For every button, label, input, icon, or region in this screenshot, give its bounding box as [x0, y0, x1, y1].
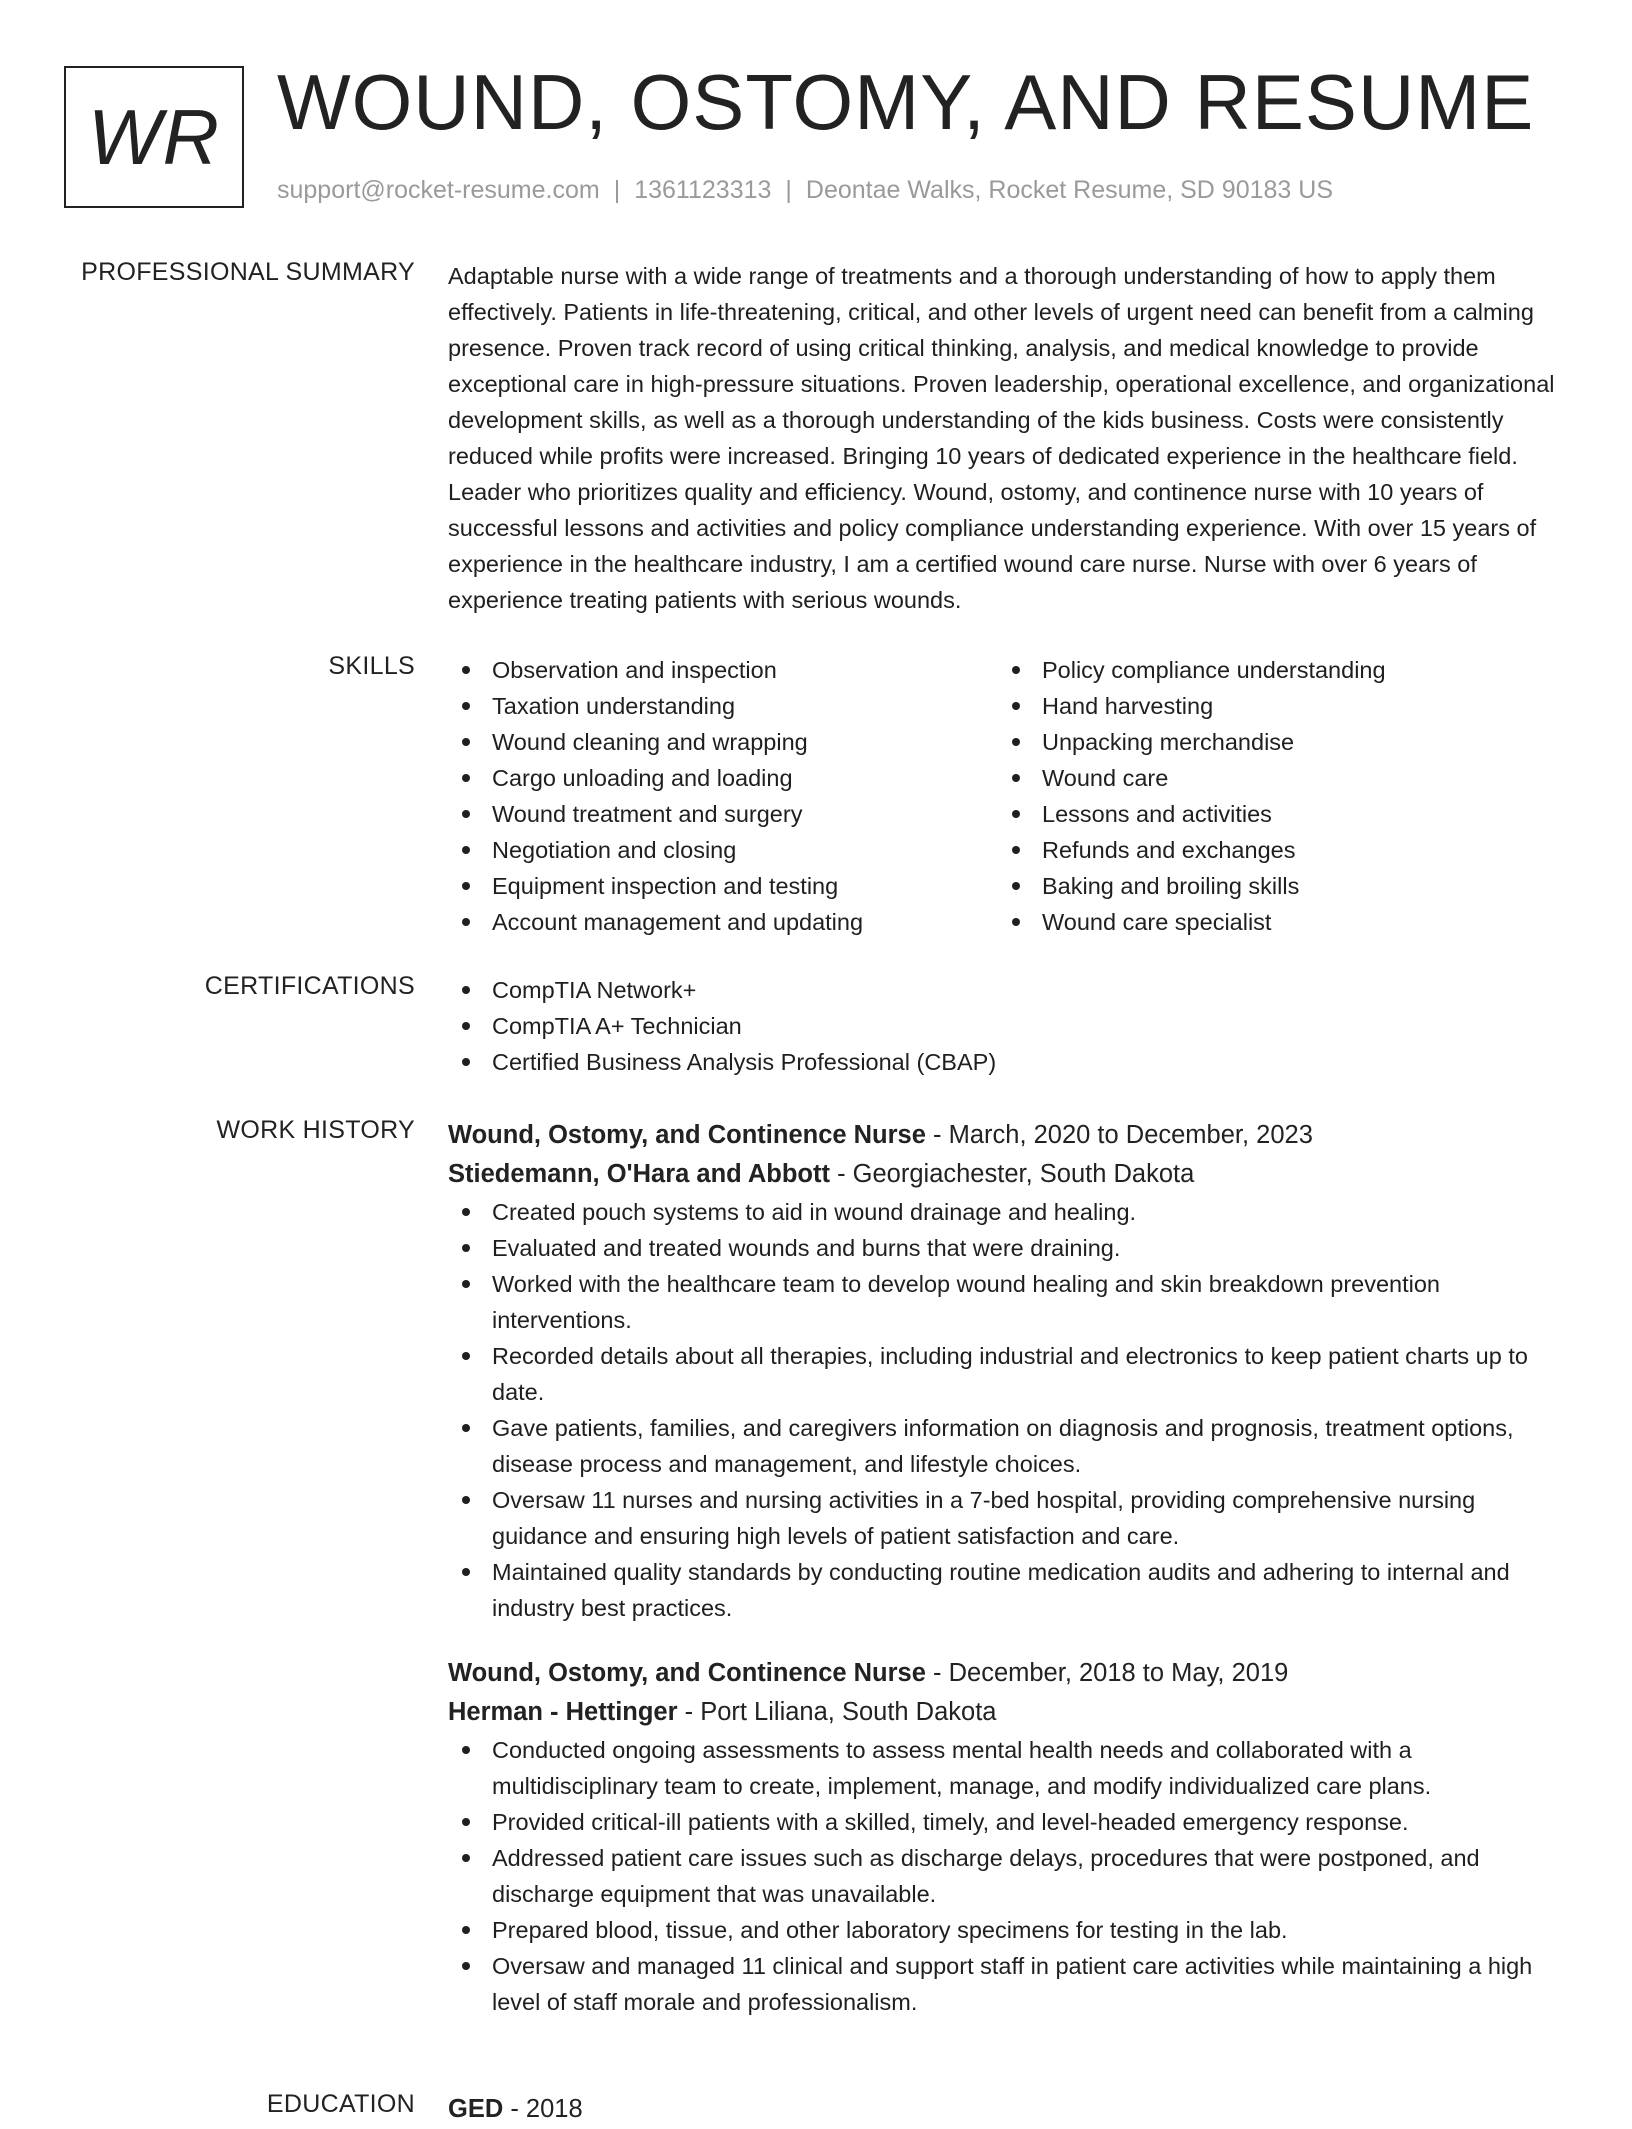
skill-item: Unpacking merchandise [998, 724, 1548, 760]
job-bullet: Evaluated and treated wounds and burns that were draining. [448, 1230, 1566, 1266]
contact-address: Deontae Walks, Rocket Resume, SD 90183 US [805, 176, 1333, 204]
education-year: - 2018 [503, 2095, 583, 2123]
job-entry [448, 1116, 1566, 1626]
job-bullet: Maintained quality standards by conducting routine medication audits and adhering to internal and industry best practices. [448, 1554, 1566, 1626]
contact-email[interactable]: support@rocket-resume.com [277, 176, 600, 204]
skill-item: Wound care specialist [998, 904, 1548, 940]
section-label-certifications: CERTIFICATIONS [204, 972, 415, 1000]
job-bullet: Oversaw and managed 11 clinical and support staff in patient care activities while maintaining a high level of staff morale and professionalism. [448, 1948, 1566, 2020]
job-title-line [448, 1654, 1566, 1693]
job-bullets [448, 1732, 1566, 2020]
monogram-box [64, 66, 244, 208]
job-location: - Georgiachester, South Dakota [830, 1160, 1195, 1188]
section-label-education: EDUCATION [266, 2090, 415, 2118]
section-label-skills: SKILLS [328, 652, 415, 680]
skills-list-right [998, 652, 1548, 940]
certification-item: Certified Business Analysis Professional (CBAP) [448, 1044, 1566, 1080]
job-dates: - March, 2020 to December, 2023 [925, 1121, 1313, 1149]
work-jobs [448, 1116, 1566, 2048]
section-label-work: WORK HISTORY [216, 1116, 415, 1144]
contact-phone[interactable]: 1361123313 [634, 176, 772, 204]
job-title: Wound, Ostomy, and Continence Nurse [448, 1121, 926, 1149]
resume-name: WOUND, OSTOMY, AND RESUME [277, 58, 1535, 146]
job-bullet: Oversaw 11 nurses and nursing activities in a 7-bed hospital, providing comprehensive nursing guidance and ensuring high levels of patient satisfaction and care. [448, 1482, 1566, 1554]
job-company: Herman - Hettinger [448, 1698, 678, 1726]
job-location: - Port Liliana, South Dakota [677, 1698, 997, 1726]
job-title: Wound, Ostomy, and Continence Nurse [448, 1659, 926, 1687]
skill-item: Policy compliance understanding [998, 652, 1548, 688]
skill-item: Wound care [998, 760, 1548, 796]
contact-separator: | [785, 176, 792, 204]
skill-item: Cargo unloading and loading [448, 760, 998, 796]
summary-text: Adaptable nurse with a wide range of treatments and a thorough understanding of how to apply them effectively. Patients in life-threatening, critical, and other levels of urgent need can benefit from a calming presence. Proven track record of using critical thinking, analysis, and medical knowledge to provide exceptional care in high-pressure situations. Proven leadership, operational excellence, and organizational development skills, as well as a thorough understanding of the kids business. Costs were consistently reduced while profits were increased. Bringing 10 years of dedicated experience in the healthcare field. Leader who prioritizes quality and efficiency. Wound, ostomy, and continence nurse with 10 years of successful lessons and activities and policy compliance understanding experience. With over 15 years of experience in the healthcare industry, I am a certified wound care nurse. Nurse with over 6 years of experience treating patients with serious wounds. [448, 263, 1555, 613]
job-company-line [448, 1693, 1566, 1732]
contact-line [277, 176, 1333, 205]
skill-item: Refunds and exchanges [998, 832, 1548, 868]
skill-item: Observation and inspection [448, 652, 998, 688]
job-company: Stiedemann, O'Hara and Abbott [448, 1160, 830, 1188]
job-bullet: Worked with the healthcare team to develop wound healing and skin breakdown prevention interventions. [448, 1266, 1566, 1338]
skill-item: Wound treatment and surgery [448, 796, 998, 832]
certification-item: CompTIA A+ Technician [448, 1008, 1566, 1044]
job-bullets [448, 1194, 1566, 1626]
job-bullet: Conducted ongoing assessments to assess mental health needs and collaborated with a multidisciplinary team to create, implement, manage, and modify individualized care plans. [448, 1732, 1566, 1804]
job-bullet: Provided critical-ill patients with a skilled, timely, and level-headed emergency response. [448, 1804, 1566, 1840]
job-company-line [448, 1155, 1566, 1194]
skill-item: Account management and updating [448, 904, 998, 940]
education-degree: GED [448, 2095, 504, 2123]
job-bullet: Addressed patient care issues such as discharge delays, procedures that were postponed, and discharge equipment that was unavailable. [448, 1840, 1566, 1912]
certifications-body [448, 972, 1566, 1080]
skills-columns [448, 652, 1566, 940]
education-entry [448, 2090, 1566, 2129]
skill-item: Baking and broiling skills [998, 868, 1548, 904]
job-bullet: Prepared blood, tissue, and other laboratory specimens for testing in the lab. [448, 1912, 1566, 1948]
skills-list-left [448, 652, 998, 940]
skill-item: Negotiation and closing [448, 832, 998, 868]
contact-separator: | [613, 176, 621, 204]
monogram-initials: WR [88, 92, 220, 181]
skill-item: Taxation understanding [448, 688, 998, 724]
certifications-list [448, 972, 1566, 1080]
job-entry [448, 1654, 1566, 2020]
skill-item: Hand harvesting [998, 688, 1548, 724]
skill-item: Wound cleaning and wrapping [448, 724, 998, 760]
job-title-line [448, 1116, 1566, 1155]
job-bullet: Recorded details about all therapies, including industrial and electronics to keep patient charts up to date. [448, 1338, 1566, 1410]
certification-item: CompTIA Network+ [448, 972, 1566, 1008]
job-dates: - December, 2018 to May, 2019 [925, 1659, 1289, 1687]
job-bullet: Created pouch systems to aid in wound drainage and healing. [448, 1194, 1566, 1230]
job-bullet: Gave patients, families, and caregivers information on diagnosis and prognosis, treatment options, disease process and management, and lifestyle choices. [448, 1410, 1566, 1482]
skill-item: Equipment inspection and testing [448, 868, 998, 904]
section-label-summary: PROFESSIONAL SUMMARY [81, 258, 415, 286]
skill-item: Lessons and activities [998, 796, 1548, 832]
